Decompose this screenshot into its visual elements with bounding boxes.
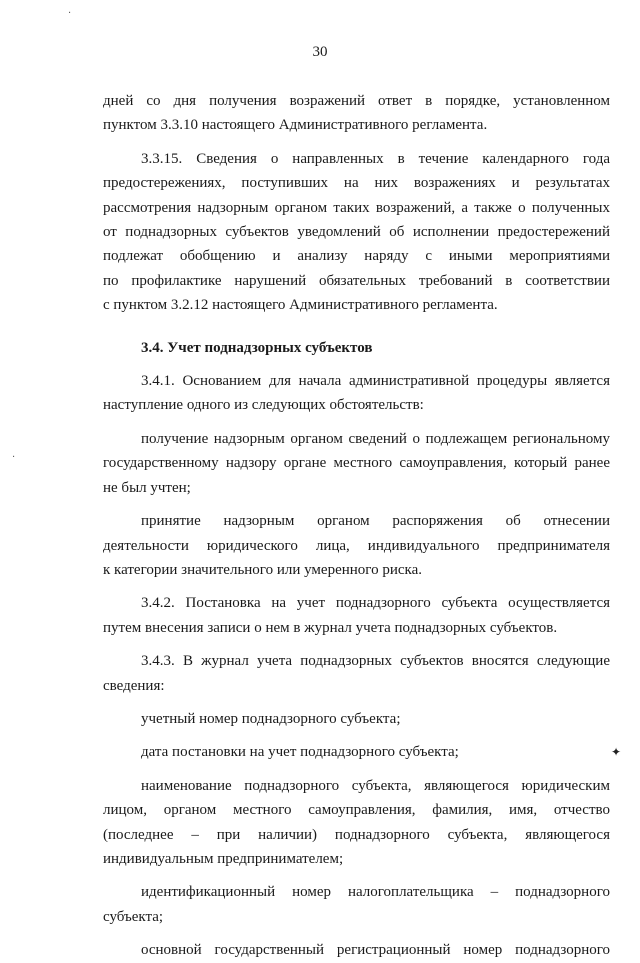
text-line: 3.4.1. Основанием для начала административной процедуры является: [141, 373, 610, 390]
text-line: (последнее – при наличии) поднадзорного субъекта, являющегося: [103, 826, 610, 843]
text-line: деятельности юридического лица, индивидуального предпринимателя: [103, 537, 610, 554]
text-line: сведения:: [103, 677, 165, 694]
text-line: предостережениях, поступивших на них возражениях и результатах: [103, 175, 610, 192]
text-line: учетный номер поднадзорного субъекта;: [141, 710, 401, 727]
paragraph: [103, 707, 610, 731]
text-line: от поднадзорных субъектов уведомлений об исполнении предостережений: [103, 224, 610, 241]
text-line: не был учтен;: [103, 479, 191, 496]
paragraph: [103, 774, 610, 872]
text-line: индивидуальным предпринимателем;: [103, 850, 344, 867]
text-line: с пунктом 3.2.12 настоящего Административного регламента.: [103, 297, 498, 314]
paragraph: [103, 740, 610, 764]
text-line: 3.4.3. В журнал учета поднадзорных субъектов вносятся следующие: [141, 653, 610, 670]
scan-speck: ·: [68, 8, 72, 19]
page-number: 30: [312, 44, 328, 60]
text-line: дней со дня получения возражений ответ в порядке, установленном: [103, 93, 610, 109]
section-heading: 3.4. Учет поднадзорных субъектов: [141, 339, 373, 356]
text-line: подлежат обобщению и анализу наряду с иными мероприятиями: [103, 248, 610, 265]
text-line: получение надзорным органом сведений о подлежащем региональному: [141, 430, 610, 447]
paragraph: [103, 938, 610, 962]
paragraph: [103, 147, 610, 318]
text-line: идентификационный номер налогоплательщика – поднадзорного: [141, 884, 610, 901]
text-line: дата постановки на учет поднадзорного субъекта;: [141, 744, 459, 761]
text-line: 3.3.15. Сведения о направленных в течение календарного года: [141, 150, 610, 167]
text-line: пунктом 3.3.10 настоящего Административного регламента.: [103, 117, 488, 134]
section-paragraphs: [103, 369, 610, 963]
document-body: [103, 89, 610, 963]
scan-speck: ·: [12, 452, 16, 463]
scan-speck: ✦: [611, 745, 622, 759]
text-line: принятие надзорным органом распоряжения об отнесении: [141, 513, 610, 530]
paragraph: [103, 427, 610, 500]
text-line: к категории значительного или умеренного риска.: [103, 561, 422, 578]
text-line: основной государственный регистрационный номер поднадзорного: [141, 942, 610, 959]
text-line: субъекта;: [103, 908, 164, 925]
paragraph: [103, 369, 610, 418]
text-line: путем внесения записи о нем в журнал учета поднадзорных субъектов.: [103, 619, 558, 636]
intro-paragraphs: [103, 89, 610, 318]
text-line: 3.4.2. Постановка на учет поднадзорного субъекта осуществляется: [141, 595, 610, 612]
text-line: рассмотрения надзорным органом таких возражений, а также о полученных: [103, 199, 610, 216]
paragraph: [103, 509, 610, 582]
text-line: по профилактике нарушений обязательных требований в соответствии: [103, 272, 610, 289]
paragraph: [103, 591, 610, 640]
paragraph: [103, 649, 610, 698]
text-line: государственному надзору органе местного самоуправления, который ранее: [103, 455, 610, 472]
text-line: наименование поднадзорного субъекта, являющегося юридическим: [141, 777, 610, 794]
paragraph: [103, 89, 610, 138]
text-line: лицом, органом местного самоуправления, фамилия, имя, отчество: [103, 802, 610, 819]
text-line: наступление одного из следующих обстоятельств:: [103, 397, 424, 414]
